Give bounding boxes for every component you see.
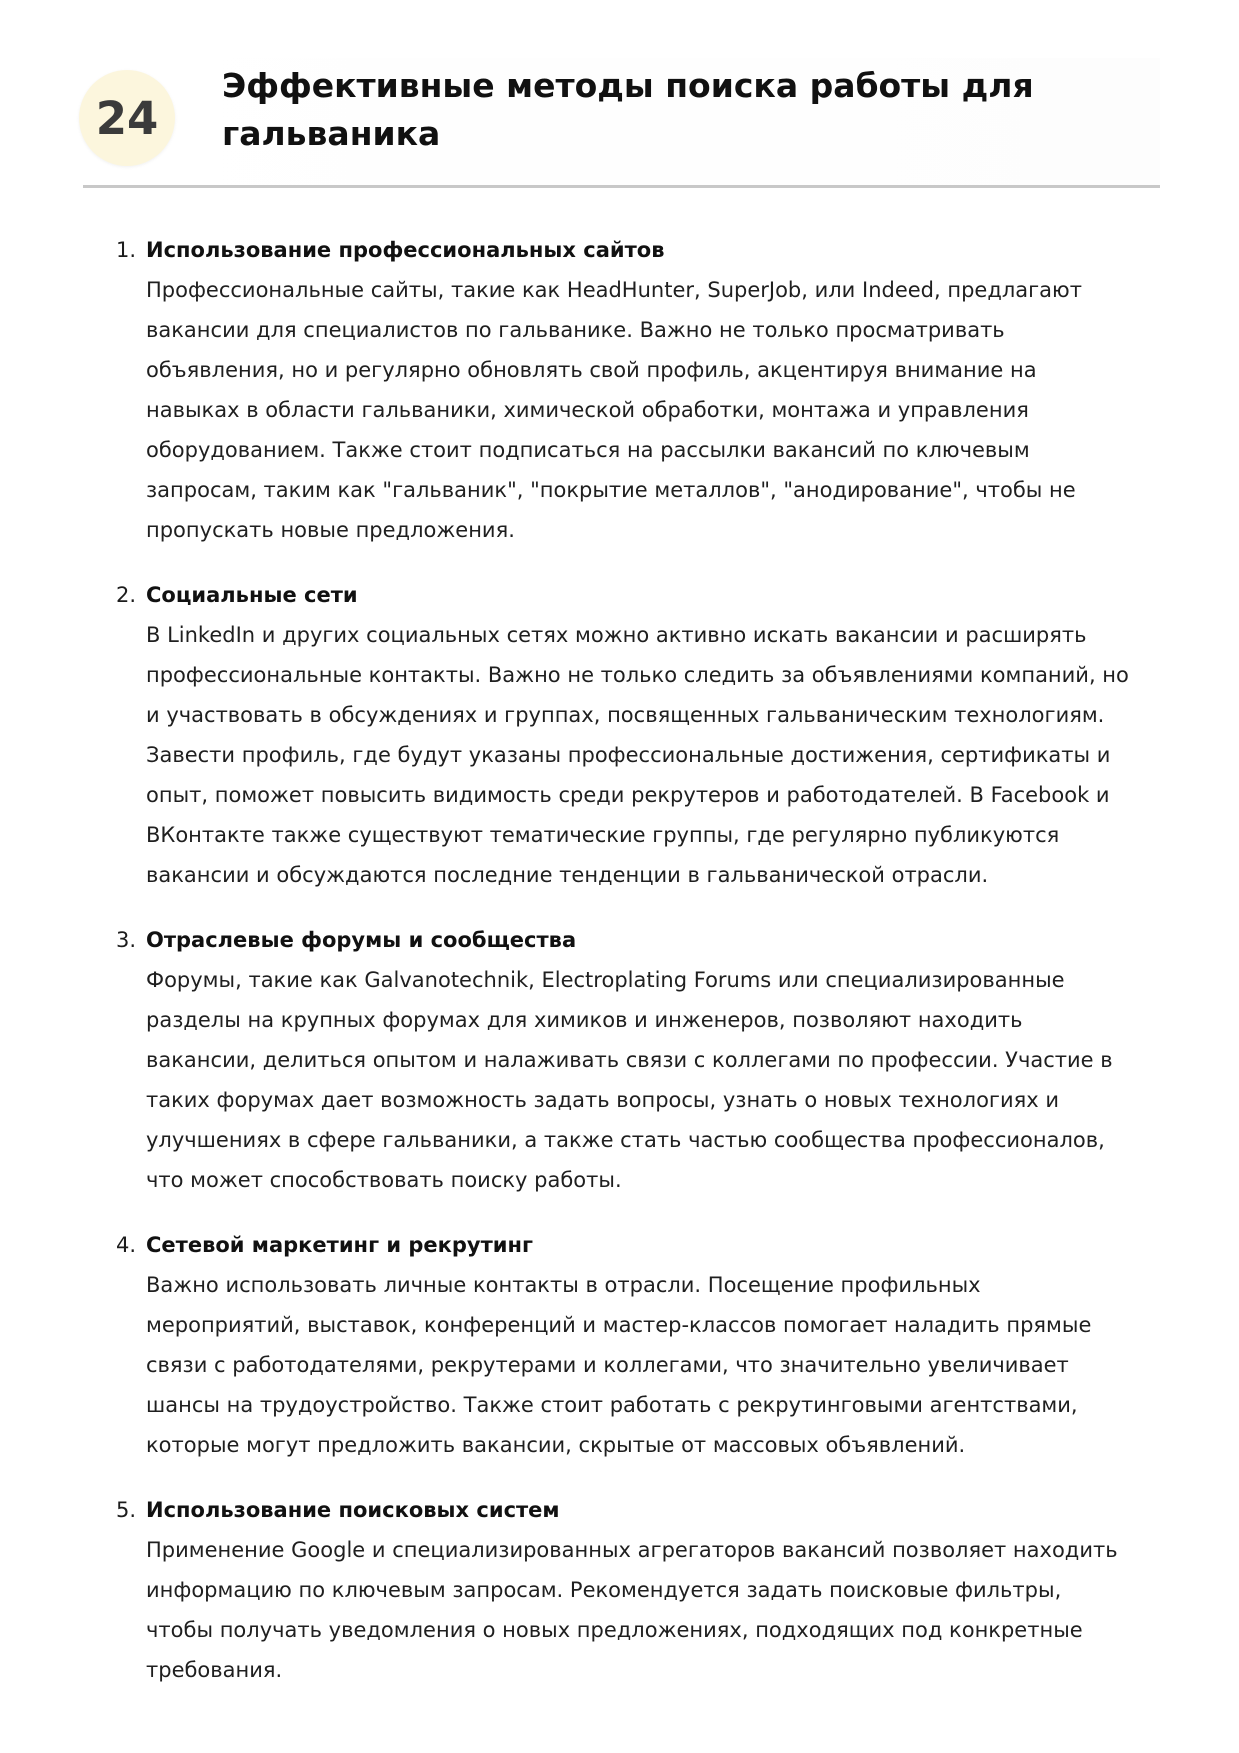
page-title-line: гальваника: [222, 114, 441, 153]
body-line: объявления, но и регулярно обновлять свой профиль, акцентируя внимание на: [146, 358, 1037, 382]
body-line: Применение Google и специализированных агрегаторов вакансий позволяет находить: [146, 1538, 1118, 1562]
item-title: Отраслевые форумы и сообщества: [146, 928, 577, 952]
item-body: [146, 615, 1166, 895]
item-number: 3.: [116, 928, 137, 952]
page-title-line: Эффективные методы поиска работы для: [222, 66, 1034, 105]
item-body: [146, 270, 1166, 550]
item-title: Социальные сети: [146, 583, 358, 607]
page-number: 24: [95, 91, 159, 145]
body-line: что может способствовать поиску работы.: [146, 1168, 622, 1192]
body-line: разделы на крупных форумах для химиков и инженеров, позволяют находить: [146, 1008, 1023, 1032]
body-line: требования.: [146, 1658, 283, 1682]
body-line: шансы на трудоустройство. Также стоит работать с рекрутинговыми агентствами,: [146, 1393, 1078, 1417]
item-number: 5.: [116, 1498, 137, 1522]
body-line: Профессиональные сайты, такие как HeadHunter, SuperJob, или Indeed, предлагают: [146, 278, 1082, 302]
body-line: мероприятий, выставок, конференций и мастер-классов помогает наладить прямые: [146, 1313, 1092, 1337]
body-line: опыт, поможет повысить видимость среди рекрутеров и работодателей. В Facebook и: [146, 783, 1110, 807]
body-line: навыках в области гальваники, химической обработки, монтажа и управления: [146, 398, 1029, 422]
body-line: оборудованием. Также стоит подписаться на рассылки вакансий по ключевым: [146, 438, 1030, 462]
body-line: пропускать новые предложения.: [146, 518, 515, 542]
body-line: профессиональные контакты. Важно не только следить за объявлениями компаний, но: [146, 663, 1129, 687]
item-number: 4.: [116, 1233, 137, 1257]
body-line: вакансии для специалистов по гальванике. Важно не только просматривать: [146, 318, 1005, 342]
body-line: связи с работодателями, рекрутерами и коллегами, что значительно увеличивает: [146, 1353, 1069, 1377]
body-line: Форумы, такие как Galvanotechnik, Electroplating Forums или специализированные: [146, 968, 1065, 992]
body-line: В LinkedIn и других социальных сетях можно активно искать вакансии и расширять: [146, 623, 1087, 647]
list-item: [116, 1490, 1166, 1690]
page-title: [222, 62, 1082, 158]
item-title: Использование поисковых систем: [146, 1498, 560, 1522]
page-number-badge: [79, 70, 175, 166]
body-line: Важно использовать личные контакты в отрасли. Посещение профильных: [146, 1273, 981, 1297]
body-line: вакансии, делиться опытом и налаживать связи с коллегами по профессии. Участие в: [146, 1048, 1113, 1072]
item-title: Сетевой маркетинг и рекрутинг: [146, 1233, 533, 1257]
item-title: Использование профессиональных сайтов: [146, 238, 665, 262]
item-body: [146, 960, 1166, 1200]
body-line: таких форумах дает возможность задать вопросы, узнать о новых технологиях и: [146, 1088, 1059, 1112]
item-body: [146, 1265, 1166, 1465]
body-line: улучшениях в сфере гальваники, а также стать частью сообщества профессионалов,: [146, 1128, 1105, 1152]
list-item: [116, 920, 1166, 1200]
method-list: [116, 230, 1166, 1715]
list-item: [116, 230, 1166, 550]
item-number: 2.: [116, 583, 137, 607]
item-number: 1.: [116, 238, 137, 262]
list-item: [116, 1225, 1166, 1465]
body-line: чтобы получать уведомления о новых предложениях, подходящих под конкретные: [146, 1618, 1083, 1642]
body-line: которые могут предложить вакансии, скрытые от массовых объявлений.: [146, 1433, 966, 1457]
body-line: запросам, таким как "гальваник", "покрытие металлов", "анодирование", чтобы не: [146, 478, 1076, 502]
body-line: и участвовать в обсуждениях и группах, посвященных гальваническим технологиям.: [146, 703, 1105, 727]
body-line: вакансии и обсуждаются последние тенденции в гальванической отрасли.: [146, 863, 989, 887]
item-body: [146, 1530, 1166, 1690]
body-line: ВКонтакте также существуют тематические группы, где регулярно публикуются: [146, 823, 1060, 847]
list-item: [116, 575, 1166, 895]
body-line: информацию по ключевым запросам. Рекомендуется задать поисковые фильтры,: [146, 1578, 1062, 1602]
body-line: Завести профиль, где будут указаны профессиональные достижения, сертификаты и: [146, 743, 1111, 767]
